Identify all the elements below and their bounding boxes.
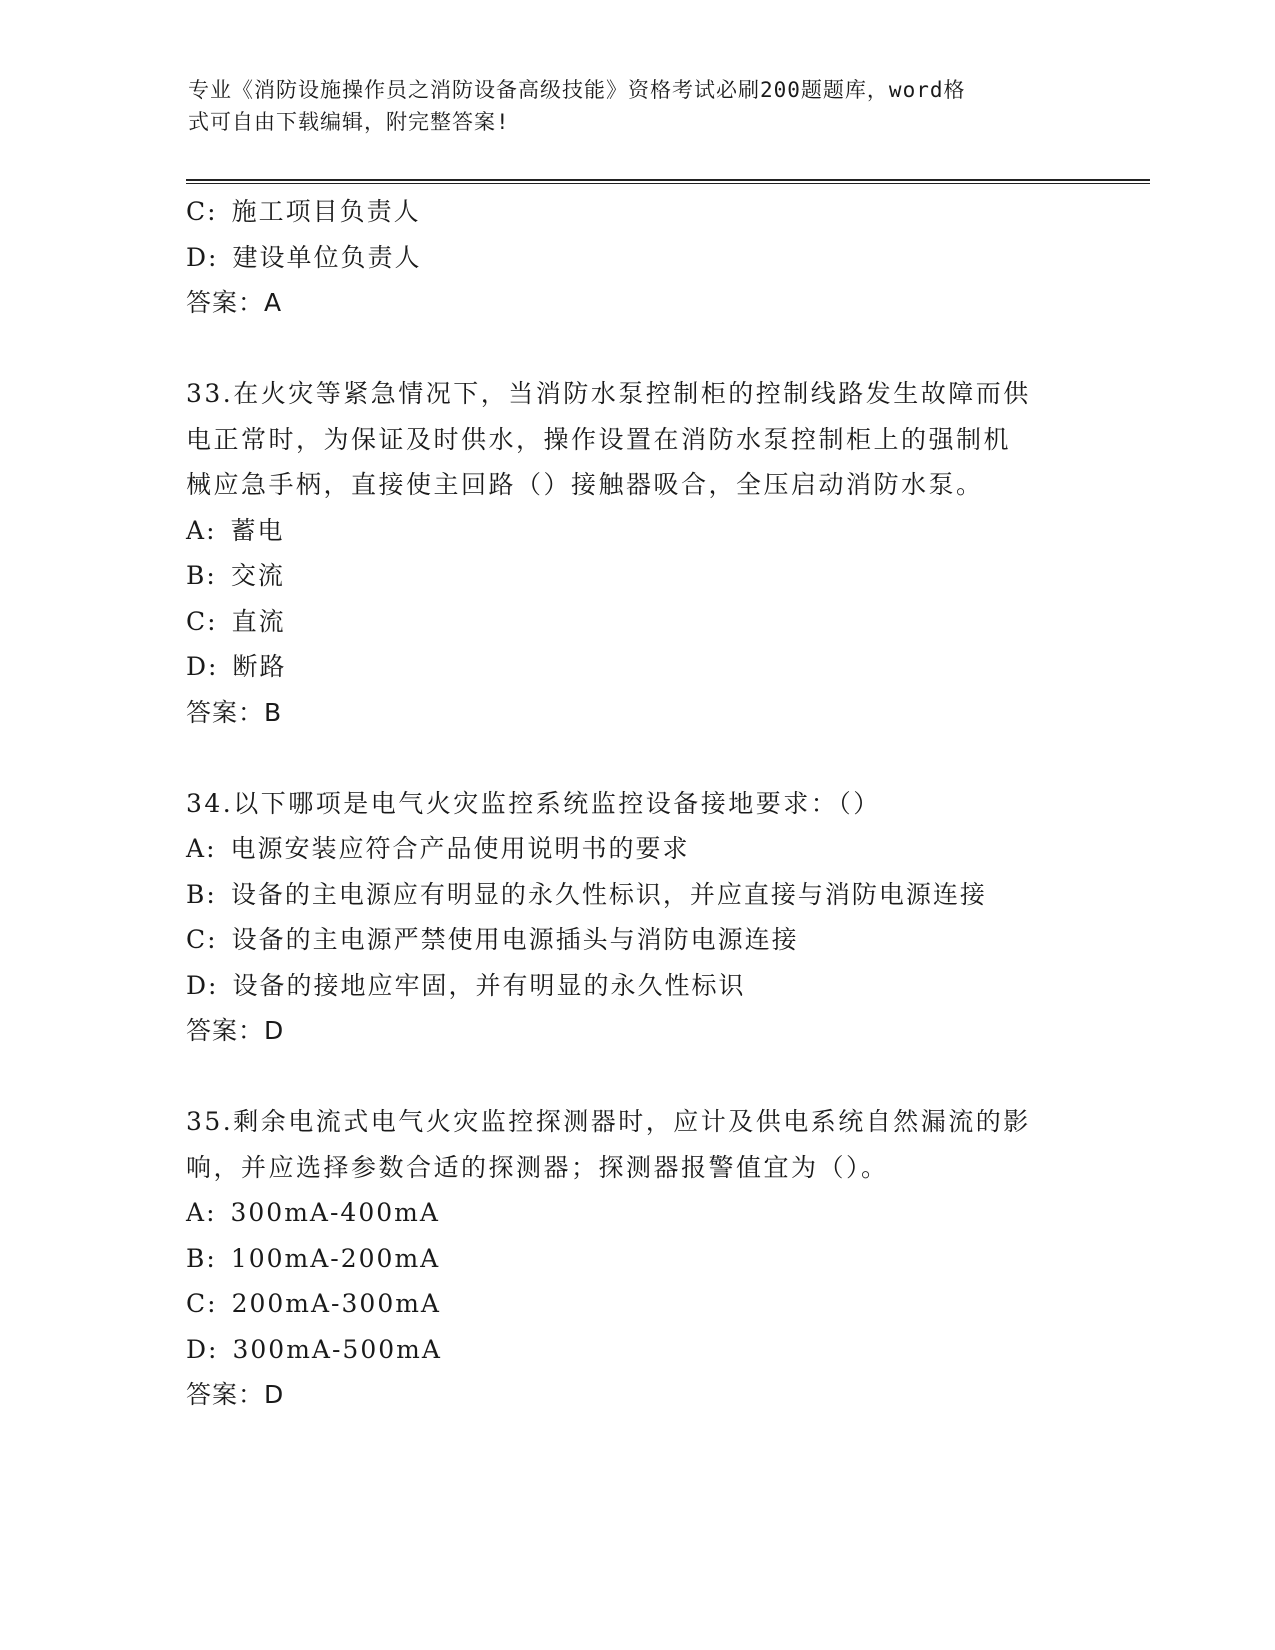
option-row	[186, 553, 1086, 599]
option-key: A	[186, 1198, 207, 1227]
option-separator: :	[207, 1289, 218, 1318]
answer-row	[186, 280, 1086, 326]
option-key: C	[186, 606, 208, 636]
question-35	[186, 1099, 1086, 1418]
option-key: B	[186, 561, 207, 590]
option-separator: :	[208, 652, 219, 681]
option-key: D	[186, 1334, 209, 1364]
option-row	[186, 826, 1086, 872]
continued-question	[186, 189, 1086, 326]
question-33	[186, 371, 1086, 735]
answer-row	[186, 1372, 1086, 1418]
option-key: D	[186, 652, 209, 681]
option-key: B	[186, 879, 207, 909]
document-header	[188, 74, 1078, 138]
option-row	[186, 1281, 1086, 1327]
answer-value: D	[264, 1016, 285, 1045]
header-divider	[186, 179, 1150, 184]
option-separator: :	[208, 1334, 219, 1364]
option-text: 电源安装应符合产品使用说明书的要求	[230, 834, 690, 863]
option-text: 交流	[230, 561, 285, 590]
option-separator: :	[206, 834, 217, 863]
option-row	[186, 917, 1086, 963]
option-row	[186, 599, 1086, 645]
document-body	[186, 189, 1086, 1418]
option-key: D	[186, 242, 209, 272]
option-row	[186, 1190, 1086, 1236]
option-separator: :	[206, 561, 217, 590]
question-stem-line: 电正常时，为保证及时供水，操作设置在消防水泵控制柜上的强制机	[186, 424, 1012, 454]
option-text: 设备的主电源应有明显的永久性标识，并应直接与消防电源连接	[230, 879, 987, 909]
spacer	[186, 326, 1086, 372]
option-separator: :	[206, 1243, 217, 1273]
option-text: 蓄电	[230, 515, 285, 545]
option-row	[186, 1327, 1086, 1373]
option-row	[186, 872, 1086, 918]
option-text: 建设单位负责人	[232, 242, 422, 272]
option-row	[186, 1236, 1086, 1282]
question-stem-line: 响，并应选择参数合适的探测器；探测器报警值宜为（）。	[186, 1152, 889, 1182]
spacer	[186, 1054, 1086, 1100]
option-text: 设备的主电源严禁使用电源插头与消防电源连接	[231, 925, 799, 954]
option-row	[186, 189, 1086, 235]
option-row	[186, 235, 1086, 281]
answer-label: 答案：	[186, 288, 265, 317]
option-key: B	[186, 1243, 207, 1273]
option-text: 300mA-400mA	[230, 1198, 440, 1227]
answer-value: D	[264, 1380, 285, 1409]
option-separator: :	[207, 606, 218, 636]
option-separator: :	[206, 515, 217, 545]
question-stem-line: 械应急手柄，直接使主回路（）接触器吸合，全压启动消防水泵。	[186, 470, 984, 499]
option-text: 施工项目负责人	[231, 197, 421, 226]
answer-row	[186, 1008, 1086, 1054]
option-row	[186, 508, 1086, 554]
option-key: C	[186, 1289, 208, 1318]
question-34	[186, 781, 1086, 1054]
answer-label: 答案：	[186, 697, 265, 727]
option-text: 200mA-300mA	[231, 1289, 441, 1318]
option-text: 100mA-200mA	[230, 1243, 441, 1273]
spacer	[186, 735, 1086, 781]
option-text: 断路	[232, 652, 287, 681]
option-separator: :	[208, 242, 219, 272]
question-stem-line: 33.在火灾等紧急情况下，当消防水泵控制柜的控制线路发生故障而供	[186, 379, 1031, 408]
option-key: A	[186, 515, 207, 545]
answer-label: 答案：	[186, 1016, 265, 1045]
option-separator: :	[206, 1198, 217, 1227]
answer-value: B	[264, 697, 283, 727]
option-key: A	[186, 834, 207, 863]
answer-label: 答案：	[186, 1380, 265, 1409]
option-text: 设备的接地应牢固，并有明显的永久性标识	[232, 970, 746, 1000]
answer-row	[186, 690, 1086, 736]
option-row	[186, 644, 1086, 690]
option-key: C	[186, 925, 208, 954]
option-separator: :	[207, 197, 218, 226]
question-stem-line: 35.剩余电流式电气火灾监控探测器时，应计及供电系统自然漏流的影	[186, 1107, 1031, 1136]
option-text: 直流	[231, 606, 286, 636]
question-stem-line: 34.以下哪项是电气火灾监控系统监控设备接地要求：（）	[186, 788, 881, 818]
answer-value: A	[264, 288, 283, 317]
option-separator: :	[208, 970, 219, 1000]
header-line-1: 专业《消防设施操作员之消防设备高级技能》资格考试必刷200题题库，word格	[188, 78, 966, 102]
option-text: 300mA-500mA	[232, 1334, 442, 1364]
header-line-2: 式可自由下载编辑，附完整答案!	[188, 110, 510, 134]
option-separator: :	[206, 879, 217, 909]
option-key: D	[186, 970, 209, 1000]
option-row	[186, 963, 1086, 1009]
option-separator: :	[207, 925, 218, 954]
option-key: C	[186, 197, 208, 226]
